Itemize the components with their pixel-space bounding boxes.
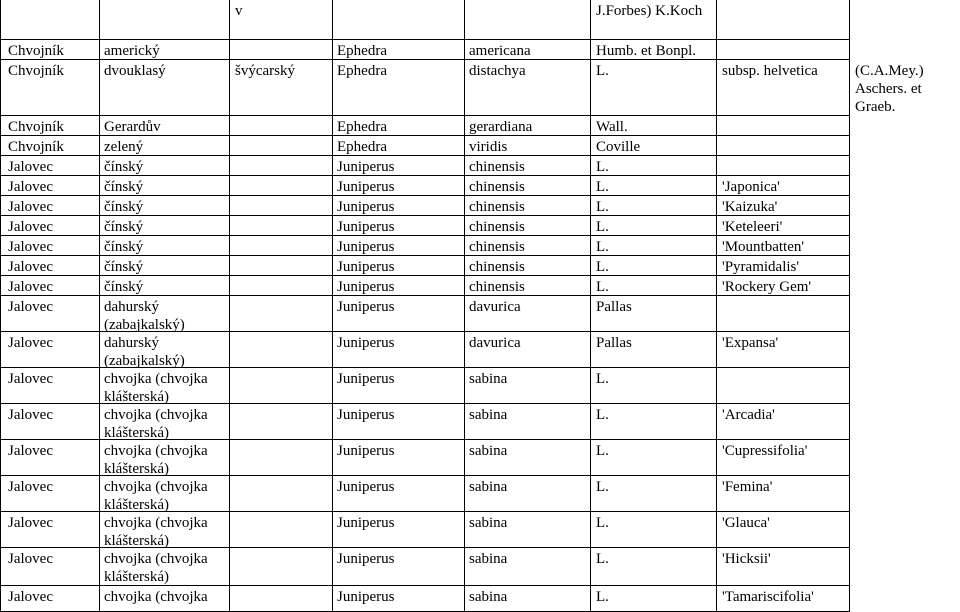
table-cell: Juniperus <box>337 199 395 215</box>
table-cell: L. <box>596 179 609 195</box>
table-cell: Juniperus <box>337 551 395 567</box>
table-cell: 'Glauca' <box>722 515 770 531</box>
table-row <box>0 116 960 136</box>
table-cell: Juniperus <box>337 335 395 351</box>
table-cell: (C.A.Mey.) Aschers. et Graeb. <box>855 63 924 115</box>
table-cell: sabina <box>469 371 508 387</box>
table-cell: chvojka (chvojka <box>104 589 208 605</box>
table-cell: chinensis <box>469 179 525 195</box>
table-cell: Ephedra <box>337 119 387 135</box>
table-cell: L. <box>596 443 609 459</box>
table-cell: Juniperus <box>337 515 395 531</box>
table-cell: čínský <box>104 159 144 175</box>
table-cell: viridis <box>469 139 508 155</box>
table-cell: Juniperus <box>337 589 395 605</box>
table-cell: Jalovec <box>8 159 53 175</box>
table-cell: Jalovec <box>8 259 53 275</box>
table-row <box>0 136 960 156</box>
table-row <box>0 0 960 40</box>
table-cell: Juniperus <box>337 279 395 295</box>
table-cell: Juniperus <box>337 159 395 175</box>
table-row <box>0 60 960 116</box>
table-cell: čínský <box>104 259 144 275</box>
table-cell: Jalovec <box>8 219 53 235</box>
table-cell: čínský <box>104 219 144 235</box>
table-cell: sabina <box>469 479 508 495</box>
table-cell: Ephedra <box>337 139 387 155</box>
table-row <box>0 440 960 476</box>
table-cell: sabina <box>469 551 508 567</box>
table-row <box>0 256 960 276</box>
table-cell: gerardiana <box>469 119 533 135</box>
table-cell: chvojka (chvojka klášterská) <box>104 551 208 585</box>
table-row <box>0 176 960 196</box>
table-cell: L. <box>596 159 609 175</box>
table-cell: dvouklasý <box>104 63 166 79</box>
table-cell: Humb. et Bonpl. <box>596 43 696 59</box>
table-cell: americana <box>469 43 531 59</box>
table-row <box>0 586 960 612</box>
table-row <box>0 332 960 368</box>
table-cell: Ephedra <box>337 43 387 59</box>
table-cell: L. <box>596 515 609 531</box>
table-cell: Pallas <box>596 299 632 315</box>
table-cell: chinensis <box>469 279 525 295</box>
table-row <box>0 512 960 548</box>
table-cell: 'Rockery Gem' <box>722 279 812 295</box>
table-cell: L. <box>596 479 609 495</box>
table-cell: L. <box>596 279 609 295</box>
table-cell: Jalovec <box>8 589 53 605</box>
table-cell: 'Tamariscifolia' <box>722 589 814 605</box>
table-cell: Jalovec <box>8 299 53 315</box>
table-cell: 'Expansa' <box>722 335 779 351</box>
table-row <box>0 276 960 296</box>
table-cell: Ephedra <box>337 63 387 79</box>
table-cell: chinensis <box>469 159 525 175</box>
table-cell: chvojka (chvojka klášterská) <box>104 407 208 441</box>
table-row <box>0 548 960 586</box>
table-cell: J.Forbes) K.Koch <box>596 3 703 19</box>
table-cell: Wall. <box>596 119 628 135</box>
table-cell: Jalovec <box>8 407 53 423</box>
table-cell: chvojka (chvojka klášterská) <box>104 443 208 477</box>
table-cell: čínský <box>104 279 144 295</box>
table-cell: 'Arcadia' <box>722 407 775 423</box>
table-cell: Chvojník <box>8 119 64 135</box>
table-cell: Jalovec <box>8 551 53 567</box>
table-cell: chvojka (chvojka klášterská) <box>104 371 208 405</box>
table-cell: dahurský (zabajkalský) <box>104 299 185 333</box>
table-row <box>0 216 960 236</box>
table-cell: americký <box>104 43 160 59</box>
table-cell: Jalovec <box>8 335 53 351</box>
table-cell: Juniperus <box>337 479 395 495</box>
table-cell: sabina <box>469 589 508 605</box>
table-cell: chinensis <box>469 259 525 275</box>
table-cell: 'Kaizuka' <box>722 199 778 215</box>
table-cell: distachya <box>469 63 526 79</box>
table-cell: Juniperus <box>337 371 395 387</box>
table-row <box>0 476 960 512</box>
table-cell: L. <box>596 589 609 605</box>
table-cell: 'Femina' <box>722 479 773 495</box>
table-cell: L. <box>596 63 609 79</box>
table-cell: Coville <box>596 139 641 155</box>
table-row <box>0 40 960 60</box>
table-cell: davurica <box>469 335 521 351</box>
table-cell: L. <box>596 219 609 235</box>
table-cell: Jalovec <box>8 371 53 387</box>
table-cell: Juniperus <box>337 179 395 195</box>
table-cell: Pallas <box>596 335 632 351</box>
table-cell: v <box>235 3 243 19</box>
table-cell: subsp. helvetica <box>722 63 818 79</box>
table-cell: Chvojník <box>8 139 64 155</box>
table-cell: L. <box>596 239 609 255</box>
table-cell: Juniperus <box>337 443 395 459</box>
table-cell: dahurský (zabajkalský) <box>104 335 185 369</box>
table-cell: Juniperus <box>337 219 395 235</box>
table-cell: Jalovec <box>8 479 53 495</box>
table-cell: L. <box>596 371 609 387</box>
table-cell: Jalovec <box>8 443 53 459</box>
table-row <box>0 156 960 176</box>
table-cell: chinensis <box>469 199 525 215</box>
table-cell: sabina <box>469 443 508 459</box>
table-cell: Gerardův <box>104 119 161 135</box>
table-cell: Jalovec <box>8 179 53 195</box>
table-cell: Juniperus <box>337 407 395 423</box>
table-row <box>0 296 960 332</box>
table-cell: davurica <box>469 299 521 315</box>
table-cell: 'Cupressifolia' <box>722 443 808 459</box>
table-cell: L. <box>596 551 609 567</box>
table-cell: Jalovec <box>8 199 53 215</box>
table-cell: čínský <box>104 239 144 255</box>
table-row <box>0 196 960 216</box>
table-cell: Juniperus <box>337 259 395 275</box>
table-cell: Juniperus <box>337 239 395 255</box>
table-row <box>0 404 960 440</box>
table-cell: čínský <box>104 179 144 195</box>
table-cell: chinensis <box>469 239 525 255</box>
table-cell: Jalovec <box>8 279 53 295</box>
table-cell: švýcarský <box>235 63 295 79</box>
table-row <box>0 236 960 256</box>
table-cell: L. <box>596 407 609 423</box>
table-cell: 'Hicksii' <box>722 551 771 567</box>
table-cell: L. <box>596 259 609 275</box>
table-cell: Juniperus <box>337 299 395 315</box>
table-cell: 'Mountbatten' <box>722 239 805 255</box>
table-cell: 'Keteleeri' <box>722 219 783 235</box>
table-cell: sabina <box>469 407 508 423</box>
table-cell: čínský <box>104 199 144 215</box>
table-cell: Chvojník <box>8 63 64 79</box>
table-cell: Jalovec <box>8 239 53 255</box>
table-cell: L. <box>596 199 609 215</box>
table-cell: 'Pyramidalis' <box>722 259 800 275</box>
table-cell: chvojka (chvojka klášterská) <box>104 479 208 513</box>
table-cell: chvojka (chvojka klášterská) <box>104 515 208 549</box>
table-cell: Jalovec <box>8 515 53 531</box>
table-cell: Chvojník <box>8 43 64 59</box>
table-cell: 'Japonica' <box>722 179 780 195</box>
table-cell: chinensis <box>469 219 525 235</box>
table-cell: sabina <box>469 515 508 531</box>
table-cell: zelený <box>104 139 144 155</box>
table-row <box>0 368 960 404</box>
